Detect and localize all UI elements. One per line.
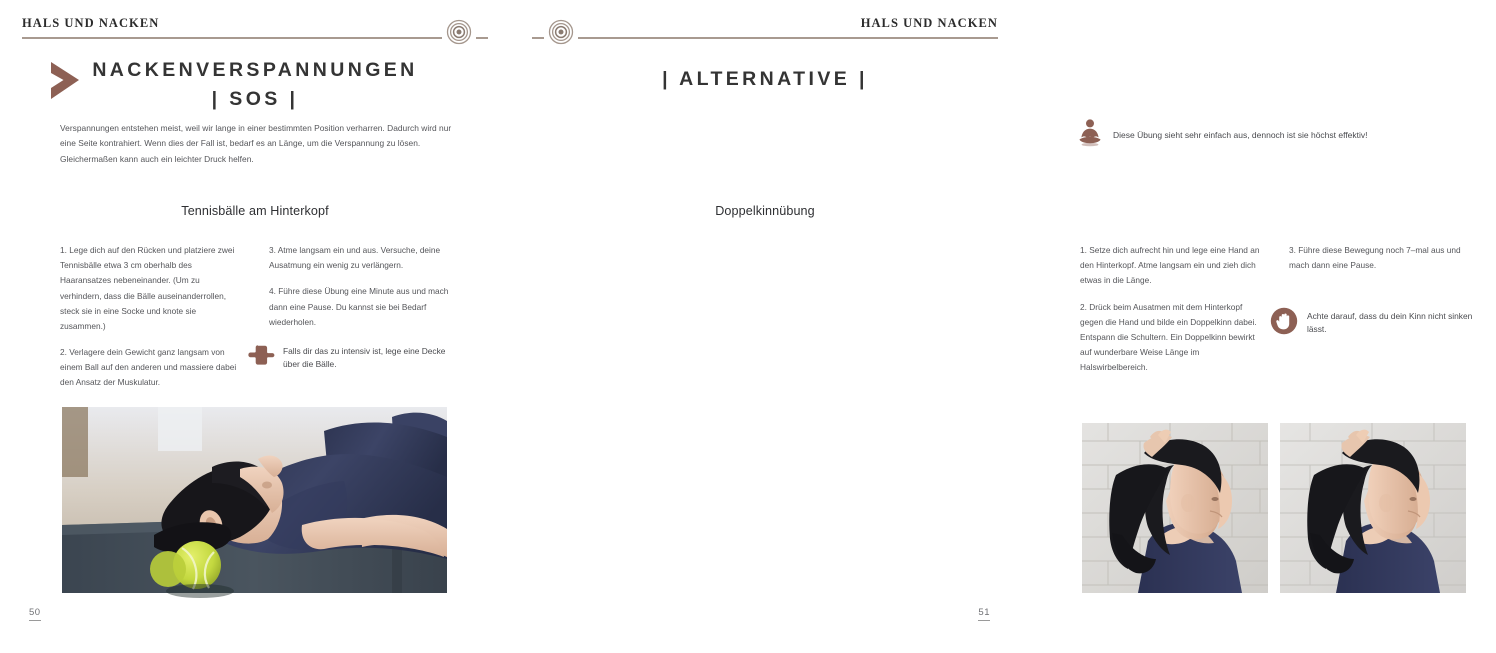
- left-steps-columns: [60, 243, 452, 402]
- page-subtitle: | SOS |: [211, 88, 299, 111]
- left-column-2: [269, 243, 452, 402]
- meditating-figure-icon: [1076, 118, 1104, 153]
- section-heading-left: Tennisbälle am Hinterkopf: [181, 204, 329, 218]
- step-item: 4. Führe diese Übung eine Minute aus und mach dann eine Pause. Du kannst sie bei Bedarf wiederholen.: [269, 286, 449, 327]
- header-rule: [532, 37, 998, 39]
- concentric-circles-icon: [544, 15, 578, 49]
- left-page-header: [22, 16, 488, 46]
- alternative-title: | ALTERNATIVE |: [662, 68, 868, 90]
- intro-note-right: [1076, 118, 1496, 153]
- concentric-circles-icon: [442, 15, 476, 49]
- step-item: 1. Lege dich auf den Rücken und platziere zwei Tennisbälle etwa 3 cm oberhalb des Haaransatzes nebeneinander. (Um zu verhindern, dass die Bälle auseinanderrollen, steck sie in eine Socke und knote sie zusammen.): [60, 245, 235, 331]
- running-head-right: HALS UND NACKEN: [856, 16, 998, 33]
- right-page-header: [532, 16, 998, 46]
- step-item: 2. Drück beim Ausatmen mit dem Hinterkopf gegen die Hand und bilde ein Doppelkinn dabei. Entspann die Schultern. Ein Doppelkinn bewirkt auf wunderbare Weise Länge im Halswirbelbereich.: [1080, 301, 1257, 373]
- left-column-1: [60, 243, 243, 402]
- section-heading-right: Doppelkinnübung: [715, 204, 815, 218]
- page-number-right: 51: [978, 607, 990, 621]
- tip-note-left: [248, 343, 453, 374]
- step-item: 1. Setze dich aufrecht hin und lege eine Hand an den Hinterkopf. Atme langsam ein und zieh dich etwas in die Länge.: [1080, 245, 1260, 286]
- intro-note-text: Diese Übung sieht sehr einfach aus, dennoch ist sie höchst effektiv!: [1113, 130, 1368, 141]
- photo-double-chin-step2: [1280, 423, 1466, 593]
- left-page: [0, 0, 510, 653]
- stop-hand-icon: [1270, 307, 1298, 340]
- intro-paragraph: Verspannungen entstehen meist, weil wir lange in einer bestimmten Position verharren. Dadurch wird nur eine Seite kontrahiert. Wenn dies der Fall ist, bedarf es an Länge, um die Verspannung zu lösen. Gleichermaßen kann auch ein leichter Druck helfen.: [60, 123, 452, 164]
- left-title-block: [0, 56, 510, 115]
- tip-note-text: Falls dir das zu intensiv ist, lege eine Decke über die Bälle.: [283, 346, 446, 370]
- plus-cross-icon: [248, 343, 274, 374]
- step-item: 2. Verlagere dein Gewicht ganz langsam von einem Ball auf den anderen und massiere dabei den Ansatz der Muskulatur.: [60, 347, 237, 388]
- photo-double-chin-step1: [1082, 423, 1268, 593]
- header-rule: [22, 37, 488, 39]
- step-item: 3. Atme langsam ein und aus. Versuche, deine Ausatmung ein wenig zu verlängern.: [269, 245, 441, 271]
- page-number-left: 50: [29, 607, 41, 621]
- step-item: 3. Führe diese Bewegung noch 7–mal aus und mach dann eine Pause.: [1289, 245, 1461, 271]
- right-page: [510, 0, 1473, 653]
- running-head-left: HALS UND NACKEN: [22, 16, 164, 33]
- photo-tennis-balls-exercise: [62, 407, 447, 593]
- right-column-1: [1080, 243, 1263, 386]
- page-title: NACKENVERSPANNUNGEN: [92, 59, 418, 81]
- warning-note-right: [1270, 307, 1475, 340]
- warning-note-text: Achte darauf, dass du dein Kinn nicht sinken lässt.: [1307, 311, 1473, 335]
